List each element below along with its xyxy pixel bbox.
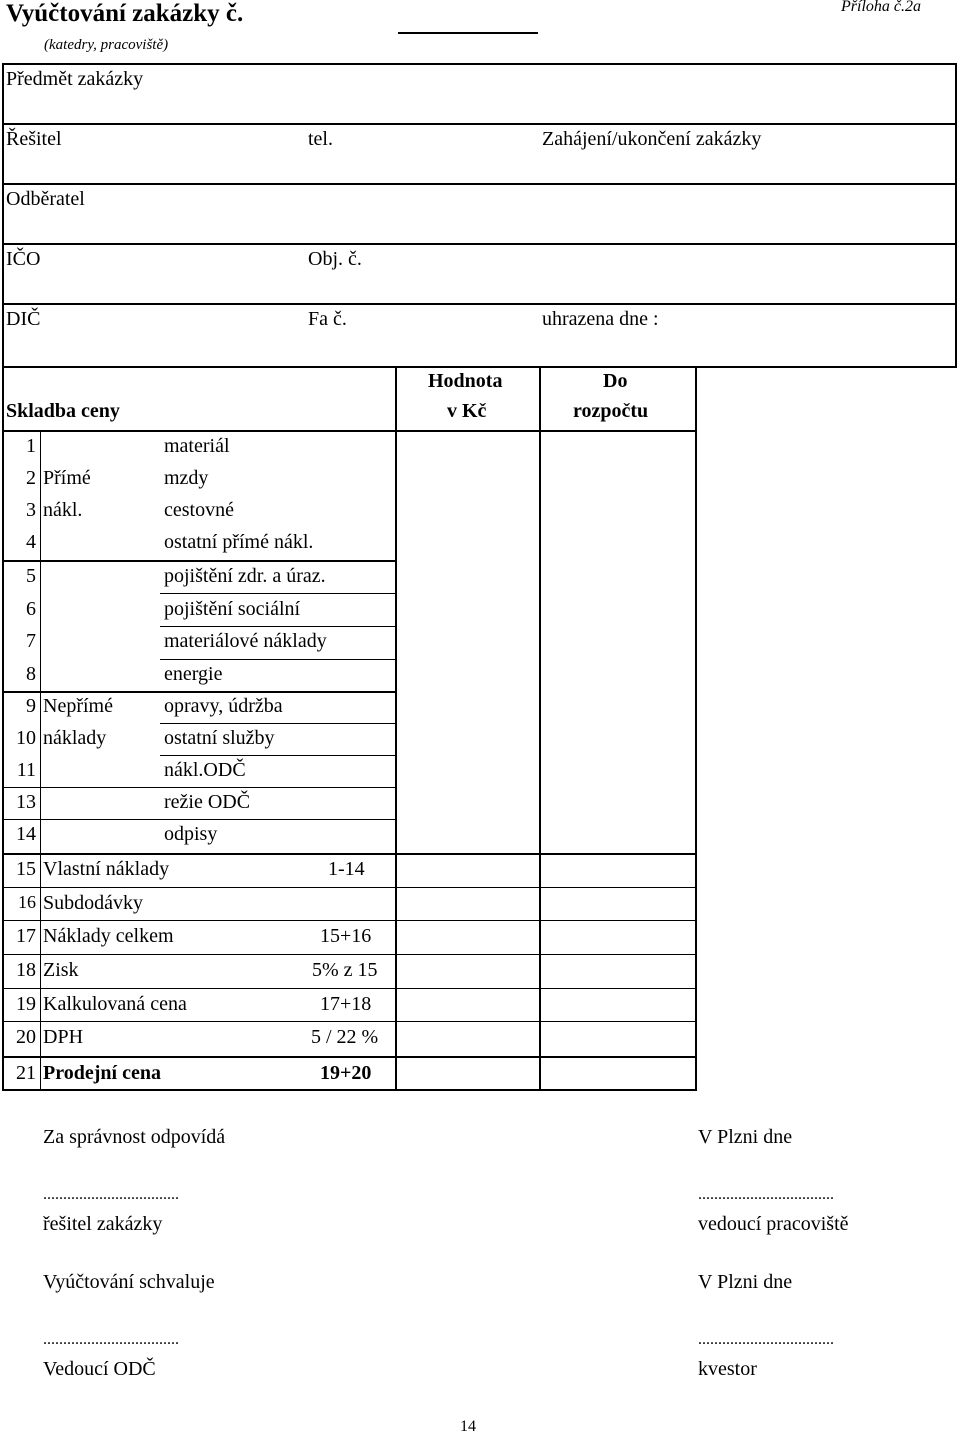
row-item: opravy, údržba (164, 695, 283, 717)
total-row-formula: 19+20 (320, 1062, 372, 1084)
total-row-formula: 15+16 (320, 925, 372, 947)
plzen-date-label-1: V Plzni dne (698, 1126, 793, 1148)
indirect-costs-label: Nepřímé (43, 695, 113, 717)
total-row-number: 16 (18, 892, 36, 912)
total-row-number: 19 (16, 993, 36, 1015)
col-budget-header-2: rozpočtu (573, 400, 649, 422)
bursar-label: kvestor (698, 1358, 757, 1380)
row-item: materiálové náklady (164, 630, 327, 652)
total-row-label: DPH (43, 1026, 84, 1048)
row-item: odpisy (164, 823, 218, 845)
signature-line-2: .................................. (698, 1186, 834, 1203)
attachment-label: Příloha č.2a (841, 0, 921, 15)
col-composition-header: Skladba ceny (6, 400, 120, 422)
indirect-costs-label-2: náklady (43, 727, 107, 749)
row-number: 1 (26, 435, 36, 457)
page-number: 14 (460, 1418, 476, 1435)
signature-line-1: .................................. (43, 1186, 179, 1203)
total-row-number: 20 (16, 1026, 36, 1048)
row-number: 2 (26, 467, 36, 489)
odc-head-label: Vedoucí ODČ (43, 1358, 156, 1380)
row-number: 6 (26, 598, 36, 620)
row-item: energie (164, 663, 223, 685)
row-number: 3 (26, 499, 36, 521)
total-row-formula: 5 / 22 % (311, 1026, 379, 1048)
phone-label: tel. (308, 128, 333, 150)
row-number: 14 (16, 823, 36, 845)
customer-label: Odběratel (6, 188, 85, 210)
total-row-label: Subdodávky (43, 892, 143, 914)
total-row-label: Prodejní cena (43, 1062, 161, 1084)
row-number: 10 (16, 727, 36, 749)
responsible-label: Za správnost odpovídá (43, 1126, 226, 1148)
row-item: ostatní služby (164, 727, 275, 749)
invoice-no-label: Fa č. (308, 308, 347, 330)
total-row-label: Zisk (43, 959, 79, 981)
plzen-date-label-2: V Plzni dne (698, 1271, 793, 1293)
row-item: cestovné (164, 499, 234, 521)
signature-line-3: .................................. (43, 1331, 179, 1348)
signature-line-4: .................................. (698, 1331, 834, 1348)
row-number: 9 (26, 695, 36, 717)
head-role-label: vedoucí pracoviště (698, 1213, 849, 1235)
col-value-header-2: v Kč (447, 400, 487, 422)
total-row-label: Náklady celkem (43, 925, 174, 947)
total-row-label: Vlastní náklady (43, 858, 170, 880)
row-number: 4 (26, 531, 36, 553)
ico-label: IČO (6, 248, 41, 270)
col-value-header-1: Hodnota (428, 370, 503, 392)
total-row-formula: 1-14 (328, 858, 365, 880)
row-number: 5 (26, 565, 36, 587)
total-row-number: 17 (16, 925, 36, 947)
direct-costs-label-2: nákl. (43, 499, 83, 521)
row-number: 13 (16, 791, 36, 813)
total-row-number: 15 (16, 858, 36, 880)
row-item: mzdy (164, 467, 209, 489)
row-number: 7 (26, 630, 36, 652)
row-item: pojištění zdr. a úraz. (164, 565, 326, 587)
total-row-number: 21 (16, 1062, 36, 1084)
subject-label: Předmět zakázky (6, 68, 144, 90)
total-row-formula: 5% z 15 (312, 959, 378, 981)
researcher-role-label: řešitel zakázky (43, 1213, 163, 1235)
direct-costs-label: Přímé (43, 467, 91, 489)
row-item: ostatní přímé nákl. (164, 531, 314, 553)
row-item: nákl.ODČ (164, 759, 246, 781)
total-row-formula: 17+18 (320, 993, 372, 1015)
paid-on-label: uhrazena dne : (542, 308, 659, 330)
total-row-label: Kalkulovaná cena (43, 993, 187, 1015)
row-number: 8 (26, 663, 36, 685)
approves-label: Vyúčtování schvaluje (43, 1271, 215, 1293)
col-budget-header-1: Do (603, 370, 628, 392)
row-item: materiál (164, 435, 230, 457)
document-title: Vyúčtování zakázky č. (6, 0, 244, 27)
order-no-label: Obj. č. (308, 248, 362, 270)
researcher-label: Řešitel (6, 128, 62, 150)
row-number: 11 (16, 759, 36, 781)
start-end-label: Zahájení/ukončení zakázky (542, 128, 762, 150)
row-item: pojištění sociální (164, 598, 301, 620)
total-row-number: 18 (16, 959, 36, 981)
dic-label: DIČ (6, 308, 41, 330)
row-item: režie ODČ (164, 791, 251, 813)
order-number-blank (398, 32, 538, 34)
document-subtitle: (katedry, pracoviště) (44, 37, 169, 53)
